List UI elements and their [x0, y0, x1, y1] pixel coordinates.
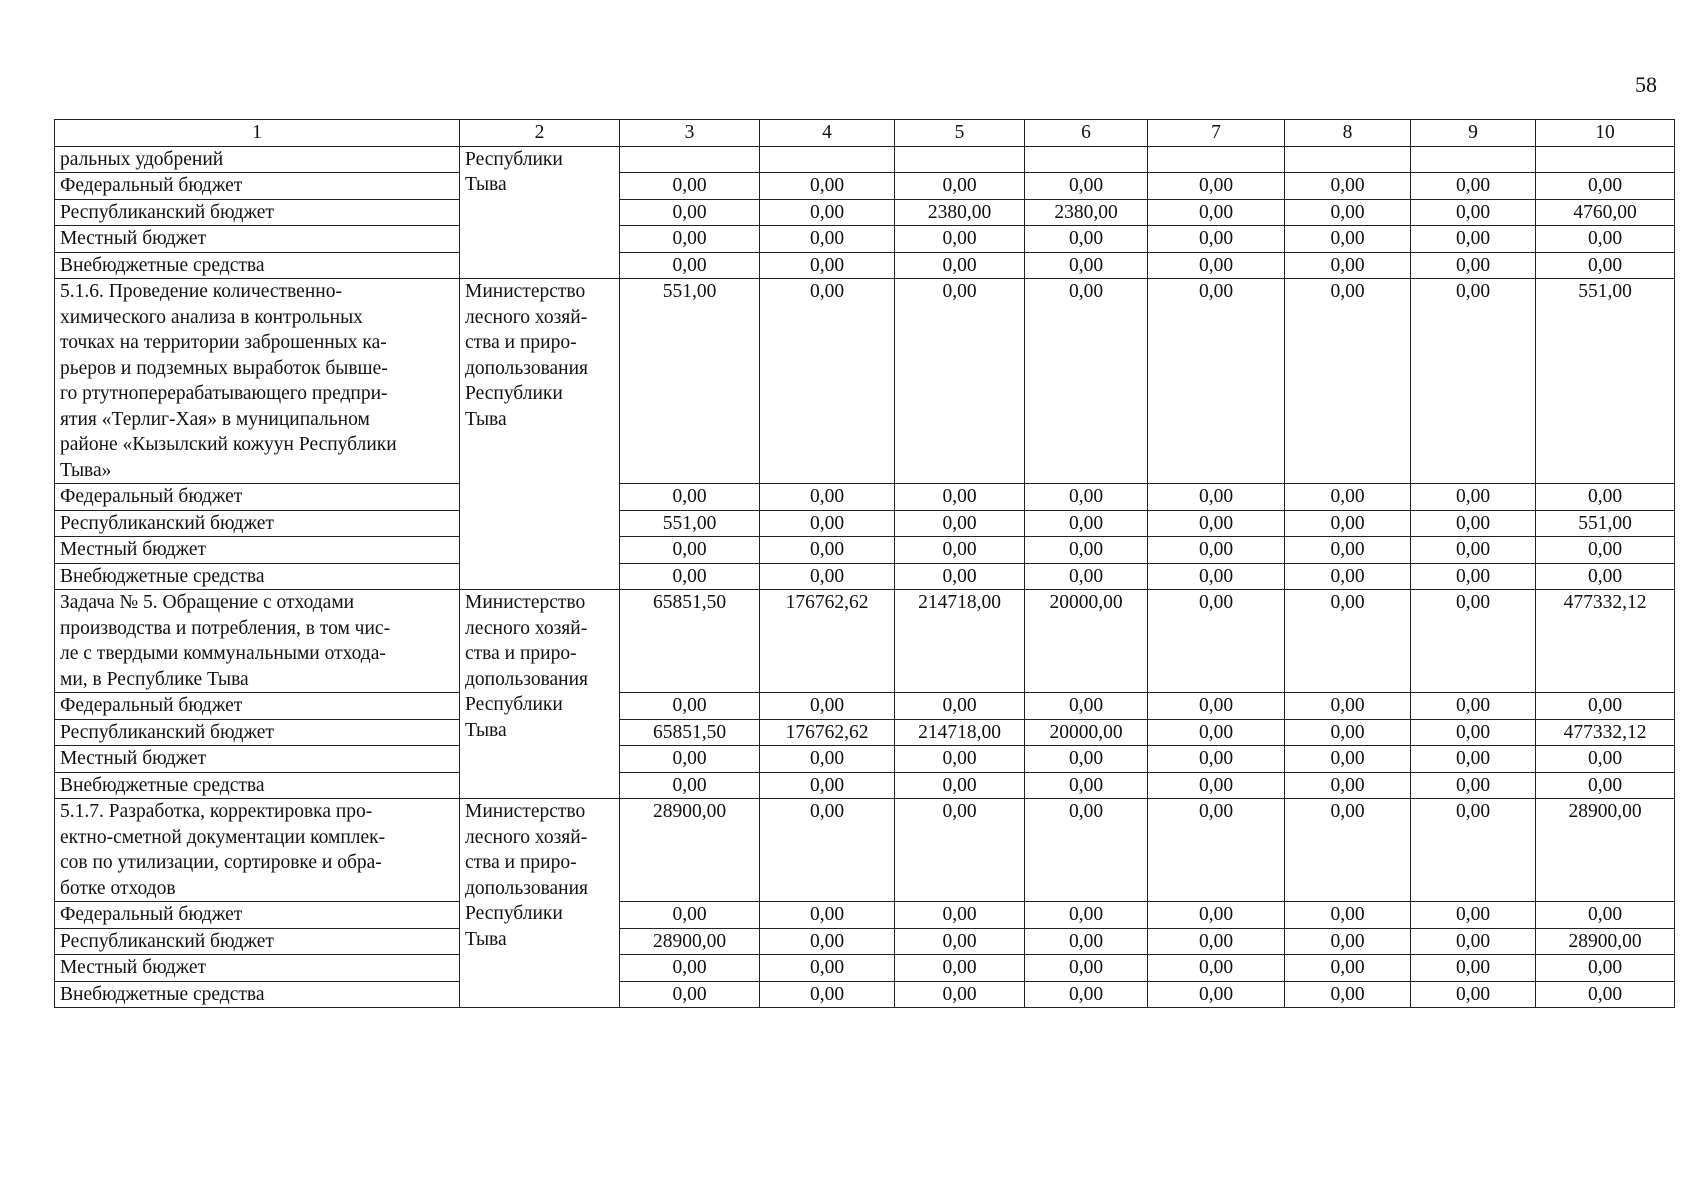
row-name: Федеральный бюджет	[55, 173, 460, 200]
value-cell-col-8: 0,00	[1285, 902, 1411, 929]
value-cell-col-3: 551,00	[620, 279, 760, 484]
funding-source-row	[55, 484, 1675, 511]
value-cell-col-6: 0,00	[1025, 173, 1148, 200]
value-cell-col-6: 0,00	[1025, 693, 1148, 720]
value-cell-col-10: 551,00	[1536, 510, 1675, 537]
value-cell-col-8: 0,00	[1285, 510, 1411, 537]
value-cell-col-4: 0,00	[760, 510, 895, 537]
funding-source-row	[55, 173, 1675, 200]
column-number-header: 8	[1285, 120, 1411, 147]
value-cell-col-6: 0,00	[1025, 955, 1148, 982]
value-cell-col-3: 0,00	[620, 563, 760, 590]
value-cell-col-8: 0,00	[1285, 955, 1411, 982]
row-name: Республиканский бюджет	[55, 199, 460, 226]
value-cell-col-4: 0,00	[760, 173, 895, 200]
funding-source-row	[55, 510, 1675, 537]
activity-row	[55, 799, 1675, 902]
value-cell-col-4: 0,00	[760, 226, 895, 253]
row-name: Республиканский бюджет	[55, 928, 460, 955]
executor-line: Министерство	[465, 801, 586, 822]
value-cell-col-8: 0,00	[1285, 252, 1411, 279]
value-cell-col-7: 0,00	[1148, 537, 1285, 564]
value-cell-col-8: 0,00	[1285, 173, 1411, 200]
value-cell-col-4: 0,00	[760, 981, 895, 1008]
value-cell-col-4: 176762,62	[760, 719, 895, 746]
value-cell-col-9: 0,00	[1411, 510, 1536, 537]
funding-source-row	[55, 719, 1675, 746]
row-name: Внебюджетные средства	[55, 772, 460, 799]
value-cell-col-5: 0,00	[895, 173, 1025, 200]
value-cell-col-9: 0,00	[1411, 746, 1536, 773]
value-cell-col-9: 0,00	[1411, 173, 1536, 200]
value-cell-col-5: 0,00	[895, 746, 1025, 773]
value-cell-col-5: 0,00	[895, 484, 1025, 511]
row-name: 5.1.6. Проведение количественно- химического анализа в контрольных точках на территории заброшенных ка- рьеров и подземных выработок бывше- го ртутноперерабатывающего предпри- ятия «Терлиг-Хая» в муниципальном районе «Кызылский кожуун Республики Тыва»	[55, 279, 460, 484]
funding-source-row	[55, 928, 1675, 955]
column-number-header: 5	[895, 120, 1025, 147]
value-cell-col-4: 0,00	[760, 772, 895, 799]
value-cell-col-7: 0,00	[1148, 955, 1285, 982]
value-cell-col-3: 0,00	[620, 746, 760, 773]
value-cell-col-6: 0,00	[1025, 484, 1148, 511]
value-cell-col-5: 0,00	[895, 902, 1025, 929]
value-cell-col-9: 0,00	[1411, 226, 1536, 253]
executor-cell	[460, 279, 620, 590]
executor-line: лесного хозяй-	[465, 306, 588, 328]
row-name: Внебюджетные средства	[55, 252, 460, 279]
executor-line: Тыва	[465, 174, 507, 195]
value-cell-col-7: 0,00	[1148, 772, 1285, 799]
value-cell-col-9: 0,00	[1411, 902, 1536, 929]
value-cell-col-6: 0,00	[1025, 902, 1148, 929]
value-cell-col-3: 65851,50	[620, 590, 760, 693]
executor-line: Тыва	[465, 408, 507, 430]
value-cell-col-4: 0,00	[760, 484, 895, 511]
value-cell-col-7: 0,00	[1148, 563, 1285, 590]
value-cell-col-9	[1411, 146, 1536, 173]
value-cell-col-9: 0,00	[1411, 279, 1536, 484]
value-cell-col-10: 4760,00	[1536, 199, 1675, 226]
value-cell-col-9: 0,00	[1411, 199, 1536, 226]
activity-row	[55, 590, 1675, 693]
value-cell-col-3	[620, 146, 760, 173]
value-cell-col-10: 477332,12	[1536, 590, 1675, 693]
value-cell-col-6: 0,00	[1025, 928, 1148, 955]
executor-line: Республики	[465, 694, 563, 715]
value-cell-col-3: 0,00	[620, 693, 760, 720]
value-cell-col-8: 0,00	[1285, 799, 1411, 902]
value-cell-col-9: 0,00	[1411, 484, 1536, 511]
value-cell-col-4: 176762,62	[760, 590, 895, 693]
column-number-header: 2	[460, 120, 620, 147]
value-cell-col-7: 0,00	[1148, 719, 1285, 746]
value-cell-col-7: 0,00	[1148, 746, 1285, 773]
column-number-header: 10	[1536, 120, 1675, 147]
executor-line: Тыва	[465, 719, 507, 741]
value-cell-col-5: 214718,00	[895, 719, 1025, 746]
executor-cell	[460, 146, 620, 279]
value-cell-col-5: 0,00	[895, 510, 1025, 537]
activity-row	[55, 279, 1675, 484]
value-cell-col-8: 0,00	[1285, 772, 1411, 799]
column-number-header: 7	[1148, 120, 1285, 147]
value-cell-col-3: 0,00	[620, 902, 760, 929]
row-name: Внебюджетные средства	[55, 981, 460, 1008]
value-cell-col-9: 0,00	[1411, 719, 1536, 746]
value-cell-col-7: 0,00	[1148, 199, 1285, 226]
value-cell-col-9: 0,00	[1411, 799, 1536, 902]
budget-table	[54, 119, 1675, 1008]
row-name: Местный бюджет	[55, 537, 460, 564]
value-cell-col-3: 0,00	[620, 226, 760, 253]
value-cell-col-3: 0,00	[620, 199, 760, 226]
executor-line: Республики	[465, 148, 563, 170]
row-name: ральных удобрений	[55, 146, 460, 173]
value-cell-col-4: 0,00	[760, 252, 895, 279]
value-cell-col-3: 65851,50	[620, 719, 760, 746]
value-cell-col-8: 0,00	[1285, 981, 1411, 1008]
value-cell-col-10: 0,00	[1536, 955, 1675, 982]
value-cell-col-9: 0,00	[1411, 563, 1536, 590]
value-cell-col-10: 0,00	[1536, 173, 1675, 200]
value-cell-col-4: 0,00	[760, 928, 895, 955]
value-cell-col-3: 28900,00	[620, 928, 760, 955]
value-cell-col-9: 0,00	[1411, 928, 1536, 955]
value-cell-col-5: 214718,00	[895, 590, 1025, 693]
value-cell-col-5: 0,00	[895, 252, 1025, 279]
value-cell-col-6: 0,00	[1025, 981, 1148, 1008]
executor-line: Республики	[465, 383, 563, 404]
row-name: Задача № 5. Обращение с отходами производства и потребления, в том чис- ле с твердыми коммунальными отхода- ми, в Республике Тыва	[55, 590, 460, 693]
funding-source-row	[55, 746, 1675, 773]
executor-line: ства и приро-	[465, 852, 577, 873]
value-cell-col-10: 0,00	[1536, 746, 1675, 773]
value-cell-col-6: 2380,00	[1025, 199, 1148, 226]
value-cell-col-6	[1025, 146, 1148, 173]
value-cell-col-3: 0,00	[620, 955, 760, 982]
executor-cell	[460, 590, 620, 799]
value-cell-col-7: 0,00	[1148, 928, 1285, 955]
value-cell-col-5: 0,00	[895, 279, 1025, 484]
value-cell-col-6: 0,00	[1025, 799, 1148, 902]
value-cell-col-8: 0,00	[1285, 719, 1411, 746]
value-cell-col-3: 0,00	[620, 981, 760, 1008]
row-name: Республиканский бюджет	[55, 510, 460, 537]
value-cell-col-7: 0,00	[1148, 226, 1285, 253]
value-cell-col-9: 0,00	[1411, 981, 1536, 1008]
value-cell-col-7: 0,00	[1148, 590, 1285, 693]
value-cell-col-10	[1536, 146, 1675, 173]
executor-cell	[460, 799, 620, 1008]
value-cell-col-7: 0,00	[1148, 252, 1285, 279]
value-cell-col-10: 28900,00	[1536, 799, 1675, 902]
value-cell-col-6: 0,00	[1025, 772, 1148, 799]
column-number-header: 1	[55, 120, 460, 147]
value-cell-col-6: 0,00	[1025, 510, 1148, 537]
funding-source-row	[55, 537, 1675, 564]
value-cell-col-9: 0,00	[1411, 590, 1536, 693]
executor-line: лесного хозяй-	[465, 826, 588, 848]
value-cell-col-8: 0,00	[1285, 693, 1411, 720]
executor-line: допользования	[465, 668, 589, 690]
value-cell-col-8: 0,00	[1285, 199, 1411, 226]
row-name: Местный бюджет	[55, 226, 460, 253]
value-cell-col-5: 0,00	[895, 928, 1025, 955]
funding-source-row	[55, 252, 1675, 279]
funding-source-row	[55, 955, 1675, 982]
column-number-header: 3	[620, 120, 760, 147]
funding-source-row	[55, 902, 1675, 929]
executor-line: лесного хозяй-	[465, 617, 588, 639]
value-cell-col-4: 0,00	[760, 955, 895, 982]
value-cell-col-8: 0,00	[1285, 279, 1411, 484]
executor-line: Министерство	[465, 281, 586, 302]
value-cell-col-10: 0,00	[1536, 226, 1675, 253]
value-cell-col-10: 0,00	[1536, 693, 1675, 720]
value-cell-col-8: 0,00	[1285, 746, 1411, 773]
value-cell-col-8: 0,00	[1285, 563, 1411, 590]
funding-source-row	[55, 981, 1675, 1008]
value-cell-col-10: 0,00	[1536, 252, 1675, 279]
column-number-row	[55, 120, 1675, 147]
value-cell-col-6: 0,00	[1025, 279, 1148, 484]
value-cell-col-9: 0,00	[1411, 252, 1536, 279]
column-number-header: 9	[1411, 120, 1536, 147]
value-cell-col-10: 28900,00	[1536, 928, 1675, 955]
value-cell-col-3: 0,00	[620, 173, 760, 200]
value-cell-col-10: 551,00	[1536, 279, 1675, 484]
value-cell-col-8: 0,00	[1285, 484, 1411, 511]
value-cell-col-4: 0,00	[760, 799, 895, 902]
value-cell-col-7: 0,00	[1148, 510, 1285, 537]
executor-line: ства и приро-	[465, 643, 577, 664]
column-number-header: 4	[760, 120, 895, 147]
executor-line: ства и приро-	[465, 332, 577, 353]
value-cell-col-4: 0,00	[760, 693, 895, 720]
value-cell-col-9: 0,00	[1411, 955, 1536, 982]
funding-source-row	[55, 199, 1675, 226]
value-cell-col-5: 0,00	[895, 693, 1025, 720]
value-cell-col-10: 0,00	[1536, 484, 1675, 511]
value-cell-col-7: 0,00	[1148, 173, 1285, 200]
value-cell-col-4: 0,00	[760, 537, 895, 564]
activity-row	[55, 146, 1675, 173]
value-cell-col-6: 20000,00	[1025, 719, 1148, 746]
value-cell-col-6: 20000,00	[1025, 590, 1148, 693]
row-name: Республиканский бюджет	[55, 719, 460, 746]
value-cell-col-4: 0,00	[760, 902, 895, 929]
value-cell-col-7: 0,00	[1148, 279, 1285, 484]
row-name: Внебюджетные средства	[55, 563, 460, 590]
value-cell-col-4	[760, 146, 895, 173]
value-cell-col-5: 0,00	[895, 955, 1025, 982]
value-cell-col-3: 0,00	[620, 252, 760, 279]
value-cell-col-8: 0,00	[1285, 590, 1411, 693]
value-cell-col-9: 0,00	[1411, 772, 1536, 799]
value-cell-col-5: 0,00	[895, 799, 1025, 902]
value-cell-col-3: 0,00	[620, 537, 760, 564]
row-name: Федеральный бюджет	[55, 902, 460, 929]
value-cell-col-6: 0,00	[1025, 252, 1148, 279]
value-cell-col-8	[1285, 146, 1411, 173]
column-number-header: 6	[1025, 120, 1148, 147]
value-cell-col-9: 0,00	[1411, 537, 1536, 564]
row-name: Местный бюджет	[55, 746, 460, 773]
row-name: Местный бюджет	[55, 955, 460, 982]
value-cell-col-10: 0,00	[1536, 772, 1675, 799]
value-cell-col-3: 28900,00	[620, 799, 760, 902]
value-cell-col-5: 0,00	[895, 226, 1025, 253]
value-cell-col-7: 0,00	[1148, 693, 1285, 720]
value-cell-col-5: 0,00	[895, 563, 1025, 590]
value-cell-col-7: 0,00	[1148, 902, 1285, 929]
value-cell-col-5	[895, 146, 1025, 173]
value-cell-col-5: 0,00	[895, 981, 1025, 1008]
value-cell-col-10: 0,00	[1536, 981, 1675, 1008]
value-cell-col-3: 551,00	[620, 510, 760, 537]
value-cell-col-6: 0,00	[1025, 226, 1148, 253]
row-name: 5.1.7. Разработка, корректировка про- ектно-сметной документации комплек- сов по утилизации, сортировке и обра- ботке отходов	[55, 799, 460, 902]
value-cell-col-5: 2380,00	[895, 199, 1025, 226]
value-cell-col-8: 0,00	[1285, 537, 1411, 564]
value-cell-col-8: 0,00	[1285, 928, 1411, 955]
value-cell-col-5: 0,00	[895, 537, 1025, 564]
funding-source-row	[55, 563, 1675, 590]
executor-line: Республики	[465, 903, 563, 924]
funding-source-row	[55, 693, 1675, 720]
value-cell-col-6: 0,00	[1025, 563, 1148, 590]
row-name: Федеральный бюджет	[55, 693, 460, 720]
value-cell-col-10: 477332,12	[1536, 719, 1675, 746]
value-cell-col-6: 0,00	[1025, 746, 1148, 773]
funding-source-row	[55, 226, 1675, 253]
executor-line: допользования	[465, 877, 589, 899]
value-cell-col-4: 0,00	[760, 563, 895, 590]
executor-line: Тыва	[465, 928, 507, 950]
value-cell-col-5: 0,00	[895, 772, 1025, 799]
value-cell-col-3: 0,00	[620, 772, 760, 799]
value-cell-col-10: 0,00	[1536, 563, 1675, 590]
value-cell-col-8: 0,00	[1285, 226, 1411, 253]
value-cell-col-10: 0,00	[1536, 902, 1675, 929]
row-name: Федеральный бюджет	[55, 484, 460, 511]
page-number: 58	[1635, 72, 1657, 97]
value-cell-col-7: 0,00	[1148, 484, 1285, 511]
value-cell-col-9: 0,00	[1411, 693, 1536, 720]
executor-line: Министерство	[465, 592, 586, 613]
value-cell-col-4: 0,00	[760, 746, 895, 773]
value-cell-col-4: 0,00	[760, 199, 895, 226]
executor-line: допользования	[465, 357, 589, 379]
value-cell-col-7: 0,00	[1148, 981, 1285, 1008]
funding-source-row	[55, 772, 1675, 799]
value-cell-col-10: 0,00	[1536, 537, 1675, 564]
value-cell-col-7	[1148, 146, 1285, 173]
value-cell-col-6: 0,00	[1025, 537, 1148, 564]
value-cell-col-3: 0,00	[620, 484, 760, 511]
value-cell-col-4: 0,00	[760, 279, 895, 484]
value-cell-col-7: 0,00	[1148, 799, 1285, 902]
